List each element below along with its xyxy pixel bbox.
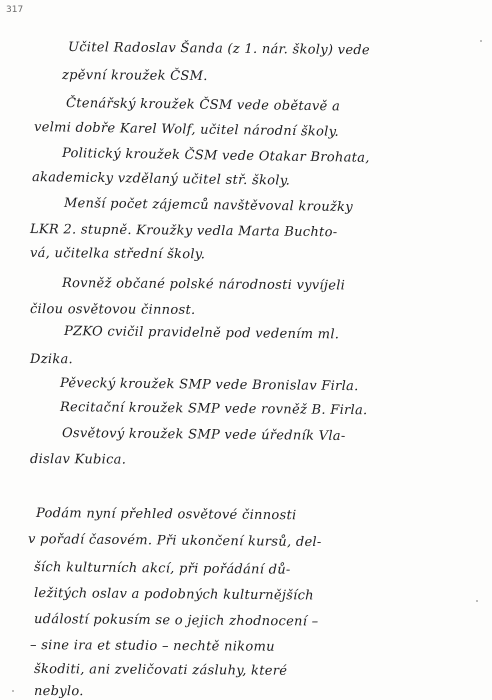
page-number: 317 — [6, 5, 24, 15]
text-line: velmi dobře Karel Wolf, učitel národní školy. — [33, 120, 340, 140]
text-line: zpěvní kroužek ČSM. — [61, 68, 208, 85]
text-line: škoditi, ani zveličovati zásluhy, které — [33, 662, 288, 679]
text-line: ležitých oslav a podobných kulturnějších — [33, 586, 314, 604]
text-line: PZKO cvičil pravidelně pod vedením ml. — [63, 324, 340, 343]
text-line: Menší počet zájemců navštěvoval kroužky — [63, 196, 354, 216]
scan-speck — [12, 690, 14, 692]
text-line: Politický kroužek ČSM vede Otakar Brohata, — [61, 146, 370, 166]
text-line: LKR 2. stupně. Kroužky vedla Marta Buchto- — [29, 222, 338, 241]
text-line: Pěvecký kroužek SMP vede Bronislav Firla. — [59, 376, 359, 395]
text-line: Čtenářský kroužek ČSM vede obětavě a — [65, 96, 341, 115]
text-line: dislav Kubica. — [29, 452, 127, 468]
text-line: v pořadí časovém. Při ukončení kursů, del- — [27, 532, 322, 551]
text-line: vá, učitelka střední školy. — [29, 246, 206, 263]
text-line: čilou osvětovou činnost. — [29, 302, 196, 318]
scan-speck — [476, 600, 478, 602]
text-line: Osvětový kroužek SMP vede úředník Vla- — [61, 426, 346, 444]
text-line: akademicky vzdělaný učitel stř. školy. — [31, 170, 291, 189]
text-line: Dzika. — [29, 352, 74, 368]
text-line: nebylo. — [33, 684, 84, 700]
text-line: – sine ira et studio – nechtě nikomu — [29, 638, 275, 655]
text-line: Recitační kroužek SMP vede rovněž B. Firla. — [59, 400, 368, 419]
text-line: Rovněž občané polské národnosti vyvíjeli — [61, 276, 346, 294]
text-line: Učitel Radoslav Šanda (z 1. nár. školy) vede — [67, 40, 371, 59]
text-line: událostí pokusím se o jejich zhodnocení – — [33, 612, 319, 630]
text-line: ších kulturních akcí, při pořádání dů- — [33, 560, 291, 578]
text-line: Podám nyní přehled osvětové činnosti — [35, 506, 297, 524]
scan-speck — [480, 40, 482, 42]
